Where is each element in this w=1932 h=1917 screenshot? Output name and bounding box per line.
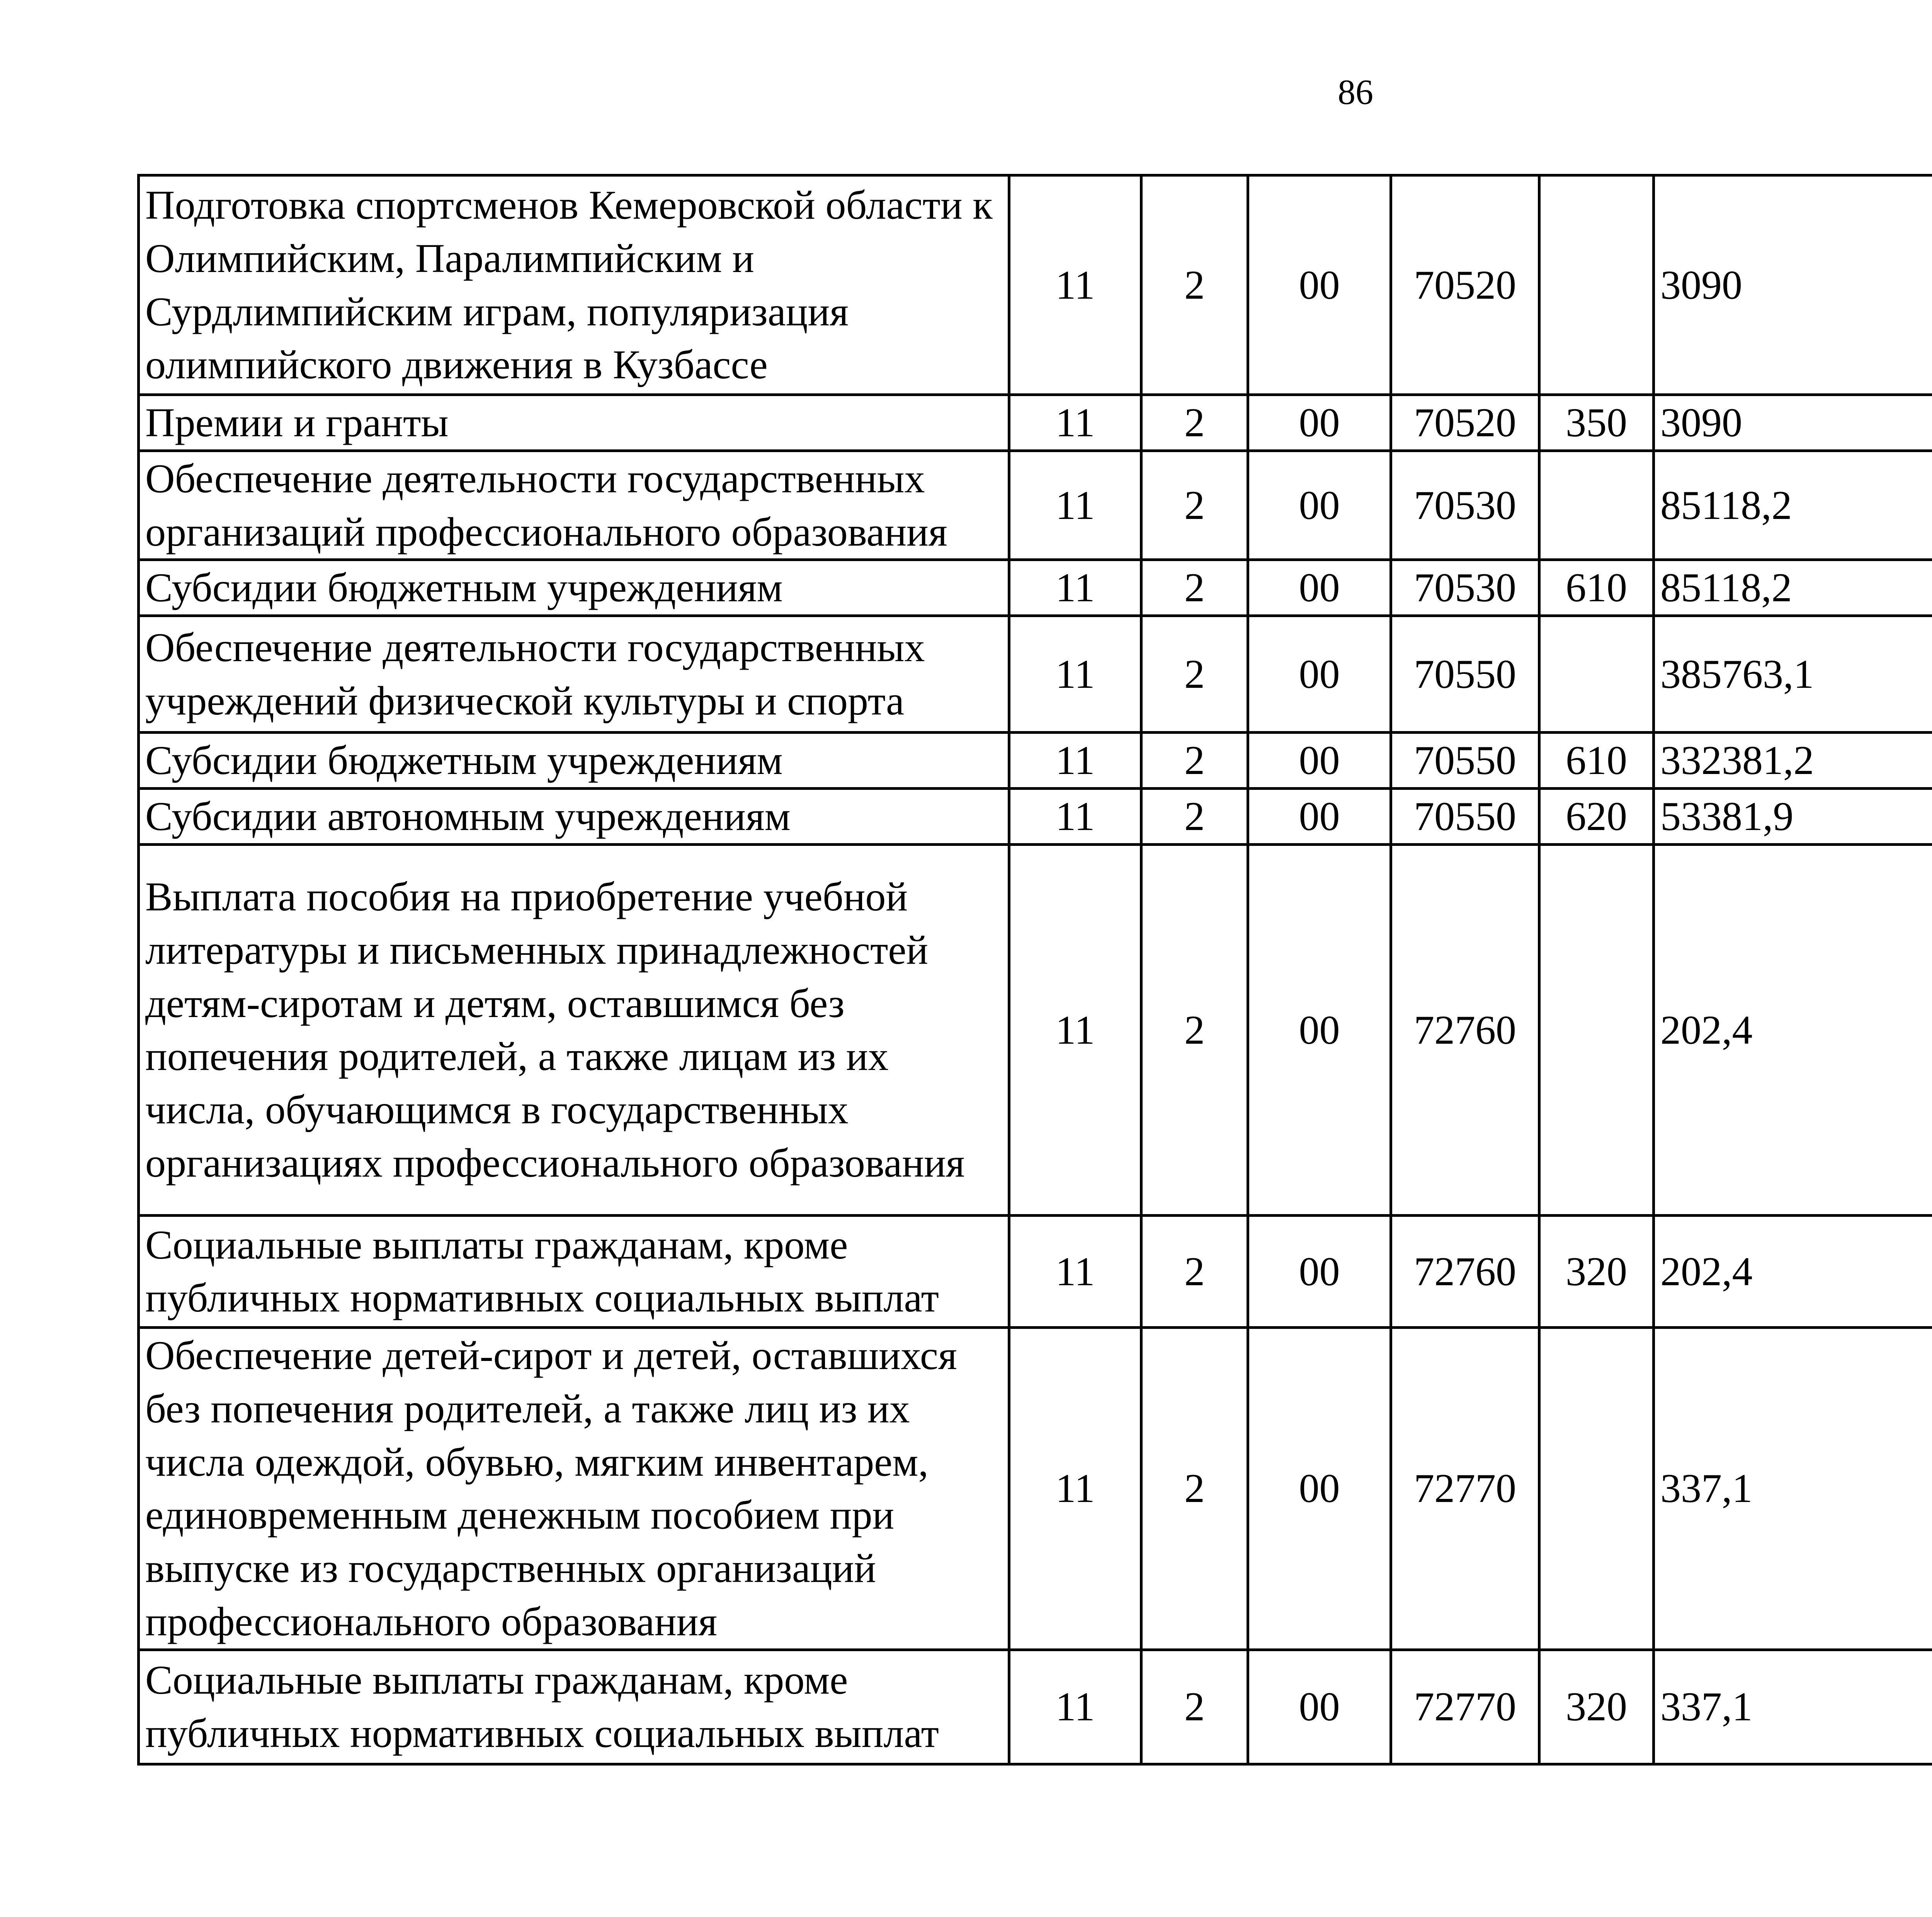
section-code: 11 [1009,560,1141,616]
expense-type-code: 320 [1539,1650,1654,1764]
subsection-code: 2 [1141,560,1248,616]
target-code: 72760 [1391,844,1539,1215]
expense-type-code: 320 [1539,1215,1654,1327]
program-code: 00 [1248,560,1391,616]
amount-year-1: 202,4 [1654,844,1932,1215]
table-row [139,733,1932,789]
amount-year-1: 85118,2 [1654,560,1932,616]
expense-type-code [1539,1327,1654,1650]
budget-table [137,174,1932,1766]
table-row [139,616,1932,733]
table-row [139,560,1932,616]
row-description: Социальные выплаты гражданам, кроме публичных нормативных социальных выплат [139,1650,1009,1764]
target-code: 70550 [1391,733,1539,789]
table-row [139,788,1932,844]
subsection-code: 2 [1141,1327,1248,1650]
expense-type-code: 610 [1539,733,1654,789]
table-row [139,1215,1932,1327]
section-code: 11 [1009,616,1141,733]
row-description: Обеспечение детей-сирот и детей, оставшихся без попечения родителей, а также лиц из их числа одеждой, обувью, мягким инвентарем, единовременным денежным пособием при выпуске из государственных организаций профессионального образования [139,1327,1009,1650]
subsection-code: 2 [1141,451,1248,560]
program-code: 00 [1248,1327,1391,1650]
row-description: Субсидии бюджетным учреждениям [139,560,1009,616]
target-code: 70550 [1391,788,1539,844]
amount-year-1: 202,4 [1654,1215,1932,1327]
row-description: Субсидии бюджетным учреждениям [139,733,1009,789]
row-description: Социальные выплаты гражданам, кроме публичных нормативных социальных выплат [139,1215,1009,1327]
program-code: 00 [1248,175,1391,395]
amount-year-1: 85118,2 [1654,451,1932,560]
expense-type-code [1539,844,1654,1215]
target-code: 70530 [1391,560,1539,616]
target-code: 72770 [1391,1650,1539,1764]
section-code: 11 [1009,844,1141,1215]
expense-type-code [1539,616,1654,733]
program-code: 00 [1248,395,1391,451]
amount-year-1: 332381,2 [1654,733,1932,789]
row-description: Подготовка спортсменов Кемеровской области к Олимпийским, Паралимпийским и Сурдлимпийским играм, популяризация олимпийского движения в Кузбассе [139,175,1009,395]
program-code: 00 [1248,788,1391,844]
table-row [139,175,1932,395]
target-code: 70520 [1391,175,1539,395]
section-code: 11 [1009,1215,1141,1327]
table-row [139,451,1932,560]
table-row [139,1650,1932,1764]
target-code: 70530 [1391,451,1539,560]
amount-year-1: 3090 [1654,395,1932,451]
row-description: Премии и гранты [139,395,1009,451]
row-description: Обеспечение деятельности государственных учреждений физической культуры и спорта [139,616,1009,733]
subsection-code: 2 [1141,1650,1248,1764]
section-code: 11 [1009,733,1141,789]
section-code: 11 [1009,788,1141,844]
target-code: 72760 [1391,1215,1539,1327]
row-description: Обеспечение деятельности государственных организаций профессионального образования [139,451,1009,560]
expense-type-code: 350 [1539,395,1654,451]
subsection-code: 2 [1141,733,1248,789]
expense-type-code: 610 [1539,560,1654,616]
subsection-code: 2 [1141,175,1248,395]
subsection-code: 2 [1141,616,1248,733]
page-number: 86 [1338,72,1373,112]
subsection-code: 2 [1141,788,1248,844]
table-row [139,844,1932,1215]
subsection-code: 2 [1141,844,1248,1215]
program-code: 00 [1248,1650,1391,1764]
target-code: 70550 [1391,616,1539,733]
row-description: Выплата пособия на приобретение учебной литературы и письменных принадлежностей детям-сиротам и детям, оставшимся без попечения родителей, а также лицам из их числа, обучающимся в государственных организациях профессионального образования [139,844,1009,1215]
program-code: 00 [1248,1215,1391,1327]
program-code: 00 [1248,616,1391,733]
table-row [139,1327,1932,1650]
amount-year-1: 385763,1 [1654,616,1932,733]
subsection-code: 2 [1141,1215,1248,1327]
expense-type-code: 620 [1539,788,1654,844]
program-code: 00 [1248,451,1391,560]
table-row [139,395,1932,451]
program-code: 00 [1248,844,1391,1215]
section-code: 11 [1009,1650,1141,1764]
section-code: 11 [1009,175,1141,395]
amount-year-1: 337,1 [1654,1327,1932,1650]
section-code: 11 [1009,451,1141,560]
amount-year-1: 337,1 [1654,1650,1932,1764]
amount-year-1: 53381,9 [1654,788,1932,844]
target-code: 72770 [1391,1327,1539,1650]
expense-type-code [1539,451,1654,560]
program-code: 00 [1248,733,1391,789]
section-code: 11 [1009,395,1141,451]
target-code: 70520 [1391,395,1539,451]
amount-year-1: 3090 [1654,175,1932,395]
row-description: Субсидии автономным учреждениям [139,788,1009,844]
section-code: 11 [1009,1327,1141,1650]
subsection-code: 2 [1141,395,1248,451]
expense-type-code [1539,175,1654,395]
